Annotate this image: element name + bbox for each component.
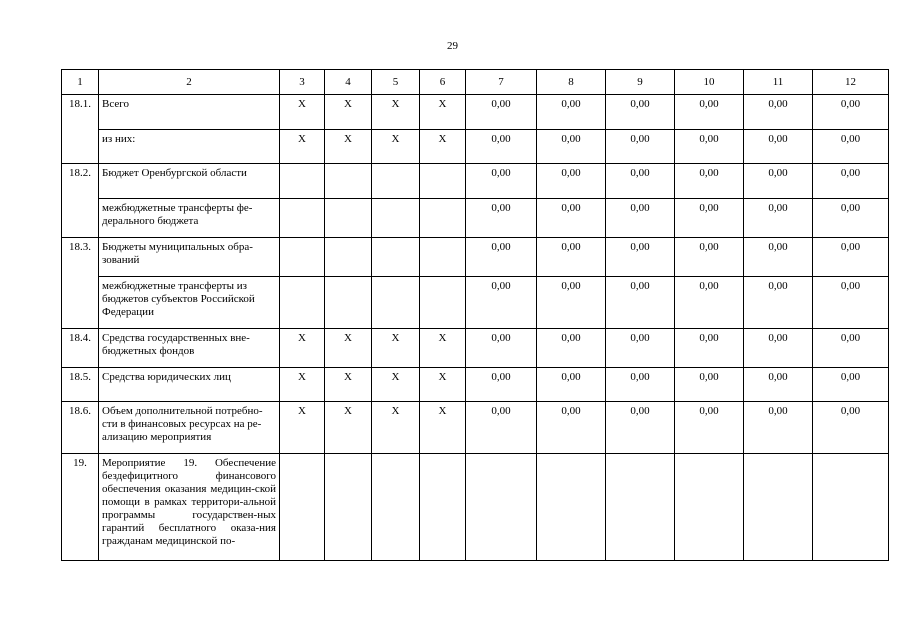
value-cell: 0,00 bbox=[744, 277, 813, 329]
header-cell: 5 bbox=[372, 70, 420, 95]
value-cell: 0,00 bbox=[675, 130, 744, 164]
value-cell: 0,00 bbox=[537, 199, 606, 238]
mark-cell: X bbox=[325, 130, 372, 164]
value-cell: 0,00 bbox=[744, 329, 813, 368]
value-cell: 0,00 bbox=[675, 238, 744, 277]
value-cell: 0,00 bbox=[813, 238, 889, 277]
value-cell: 0,00 bbox=[675, 164, 744, 199]
value-cell: 0,00 bbox=[537, 95, 606, 130]
value-cell: 0,00 bbox=[606, 238, 675, 277]
value-cell: 0,00 bbox=[466, 368, 537, 402]
value-cell: 0,00 bbox=[606, 277, 675, 329]
row-label: Бюджеты муниципальных обра- зований bbox=[99, 238, 280, 277]
table-header-row bbox=[62, 70, 889, 95]
row-label: Средства юридических лиц bbox=[99, 368, 280, 402]
value-cell: 0,00 bbox=[537, 368, 606, 402]
value-cell bbox=[813, 454, 889, 561]
mark-cell bbox=[280, 199, 325, 238]
mark-cell bbox=[420, 164, 466, 199]
value-cell: 0,00 bbox=[537, 130, 606, 164]
mark-cell bbox=[325, 238, 372, 277]
table-row bbox=[62, 402, 889, 454]
row-number: 18.6. bbox=[62, 402, 99, 454]
page-number: 29 bbox=[447, 40, 458, 52]
value-cell: 0,00 bbox=[466, 130, 537, 164]
value-cell: 0,00 bbox=[606, 368, 675, 402]
value-cell: 0,00 bbox=[537, 238, 606, 277]
mark-cell: X bbox=[420, 95, 466, 130]
mark-cell bbox=[372, 454, 420, 561]
value-cell: 0,00 bbox=[813, 402, 889, 454]
mark-cell bbox=[280, 164, 325, 199]
value-cell: 0,00 bbox=[744, 238, 813, 277]
value-cell: 0,00 bbox=[813, 130, 889, 164]
header-cell: 9 bbox=[606, 70, 675, 95]
value-cell: 0,00 bbox=[675, 95, 744, 130]
value-cell: 0,00 bbox=[537, 277, 606, 329]
value-cell: 0,00 bbox=[675, 199, 744, 238]
value-cell: 0,00 bbox=[606, 199, 675, 238]
mark-cell: X bbox=[372, 329, 420, 368]
row-number: 18.1. bbox=[62, 95, 99, 164]
header-cell: 2 bbox=[99, 70, 280, 95]
header-cell: 3 bbox=[280, 70, 325, 95]
value-cell: 0,00 bbox=[675, 368, 744, 402]
mark-cell: X bbox=[372, 130, 420, 164]
value-cell: 0,00 bbox=[813, 199, 889, 238]
table-row bbox=[62, 277, 889, 329]
table-row bbox=[62, 130, 889, 164]
mark-cell bbox=[420, 454, 466, 561]
value-cell: 0,00 bbox=[744, 164, 813, 199]
header-cell: 4 bbox=[325, 70, 372, 95]
row-number: 18.2. bbox=[62, 164, 99, 238]
value-cell: 0,00 bbox=[606, 402, 675, 454]
mark-cell bbox=[325, 199, 372, 238]
table-row bbox=[62, 199, 889, 238]
row-label: Объем дополнительной потребно- сти в финансовых ресурсах на ре- ализацию мероприятия bbox=[99, 402, 280, 454]
header-cell: 6 bbox=[420, 70, 466, 95]
mark-cell bbox=[280, 454, 325, 561]
value-cell: 0,00 bbox=[537, 402, 606, 454]
value-cell: 0,00 bbox=[466, 164, 537, 199]
row-label: Всего bbox=[99, 95, 280, 130]
row-number: 18.5. bbox=[62, 368, 99, 402]
mark-cell: X bbox=[280, 329, 325, 368]
mark-cell bbox=[325, 277, 372, 329]
value-cell bbox=[744, 454, 813, 561]
mark-cell: X bbox=[420, 329, 466, 368]
mark-cell: X bbox=[325, 329, 372, 368]
value-cell: 0,00 bbox=[813, 164, 889, 199]
mark-cell bbox=[420, 199, 466, 238]
row-label: Средства государственных вне- бюджетных фондов bbox=[99, 329, 280, 368]
value-cell: 0,00 bbox=[675, 277, 744, 329]
mark-cell: X bbox=[325, 368, 372, 402]
mark-cell: X bbox=[325, 95, 372, 130]
value-cell bbox=[675, 454, 744, 561]
header-cell: 10 bbox=[675, 70, 744, 95]
value-cell: 0,00 bbox=[813, 277, 889, 329]
mark-cell bbox=[372, 238, 420, 277]
header-cell: 11 bbox=[744, 70, 813, 95]
header-cell: 12 bbox=[813, 70, 889, 95]
mark-cell: X bbox=[280, 402, 325, 454]
table-row bbox=[62, 329, 889, 368]
mark-cell bbox=[325, 164, 372, 199]
value-cell: 0,00 bbox=[675, 329, 744, 368]
mark-cell: X bbox=[325, 402, 372, 454]
mark-cell bbox=[420, 277, 466, 329]
row-number: 19. bbox=[62, 454, 99, 561]
value-cell bbox=[466, 454, 537, 561]
value-cell: 0,00 bbox=[744, 368, 813, 402]
value-cell: 0,00 bbox=[606, 130, 675, 164]
mark-cell: X bbox=[372, 95, 420, 130]
value-cell: 0,00 bbox=[744, 402, 813, 454]
value-cell: 0,00 bbox=[606, 95, 675, 130]
mark-cell: X bbox=[372, 368, 420, 402]
value-cell: 0,00 bbox=[606, 164, 675, 199]
mark-cell: X bbox=[420, 402, 466, 454]
value-cell: 0,00 bbox=[466, 329, 537, 368]
mark-cell bbox=[325, 454, 372, 561]
header-cell: 7 bbox=[466, 70, 537, 95]
value-cell: 0,00 bbox=[813, 368, 889, 402]
table-row bbox=[62, 238, 889, 277]
mark-cell bbox=[420, 238, 466, 277]
row-label: Мероприятие 19. Обеспечение бездефицитного финансового обеспечения оказания медицин-ской помощи в рамках территори-альной программы государствен-ных гарантий бесплатного оказа-ния гражданам медицинской по- bbox=[99, 454, 280, 561]
table-row bbox=[62, 454, 889, 561]
row-number: 18.4. bbox=[62, 329, 99, 368]
value-cell: 0,00 bbox=[466, 238, 537, 277]
value-cell: 0,00 bbox=[537, 329, 606, 368]
budget-table bbox=[61, 69, 889, 561]
table-row bbox=[62, 95, 889, 130]
value-cell: 0,00 bbox=[744, 95, 813, 130]
mark-cell: X bbox=[280, 368, 325, 402]
value-cell: 0,00 bbox=[675, 402, 744, 454]
header-cell: 8 bbox=[537, 70, 606, 95]
mark-cell: X bbox=[280, 95, 325, 130]
mark-cell: X bbox=[420, 130, 466, 164]
mark-cell bbox=[280, 277, 325, 329]
table-row bbox=[62, 368, 889, 402]
mark-cell: X bbox=[372, 402, 420, 454]
value-cell: 0,00 bbox=[466, 199, 537, 238]
row-number: 18.3. bbox=[62, 238, 99, 329]
mark-cell bbox=[372, 164, 420, 199]
value-cell: 0,00 bbox=[813, 95, 889, 130]
value-cell bbox=[537, 454, 606, 561]
value-cell bbox=[606, 454, 675, 561]
value-cell: 0,00 bbox=[744, 130, 813, 164]
table-row bbox=[62, 164, 889, 199]
mark-cell: X bbox=[280, 130, 325, 164]
value-cell: 0,00 bbox=[606, 329, 675, 368]
row-label: из них: bbox=[99, 130, 280, 164]
value-cell: 0,00 bbox=[813, 329, 889, 368]
mark-cell: X bbox=[420, 368, 466, 402]
row-label: Бюджет Оренбургской области bbox=[99, 164, 280, 199]
value-cell: 0,00 bbox=[537, 164, 606, 199]
mark-cell bbox=[372, 277, 420, 329]
value-cell: 0,00 bbox=[744, 199, 813, 238]
value-cell: 0,00 bbox=[466, 95, 537, 130]
value-cell: 0,00 bbox=[466, 402, 537, 454]
row-label: межбюджетные трансферты из бюджетов субъектов Российской Федерации bbox=[99, 277, 280, 329]
row-label: межбюджетные трансферты фе- дерального бюджета bbox=[99, 199, 280, 238]
value-cell: 0,00 bbox=[466, 277, 537, 329]
mark-cell bbox=[372, 199, 420, 238]
header-cell: 1 bbox=[62, 70, 99, 95]
mark-cell bbox=[280, 238, 325, 277]
